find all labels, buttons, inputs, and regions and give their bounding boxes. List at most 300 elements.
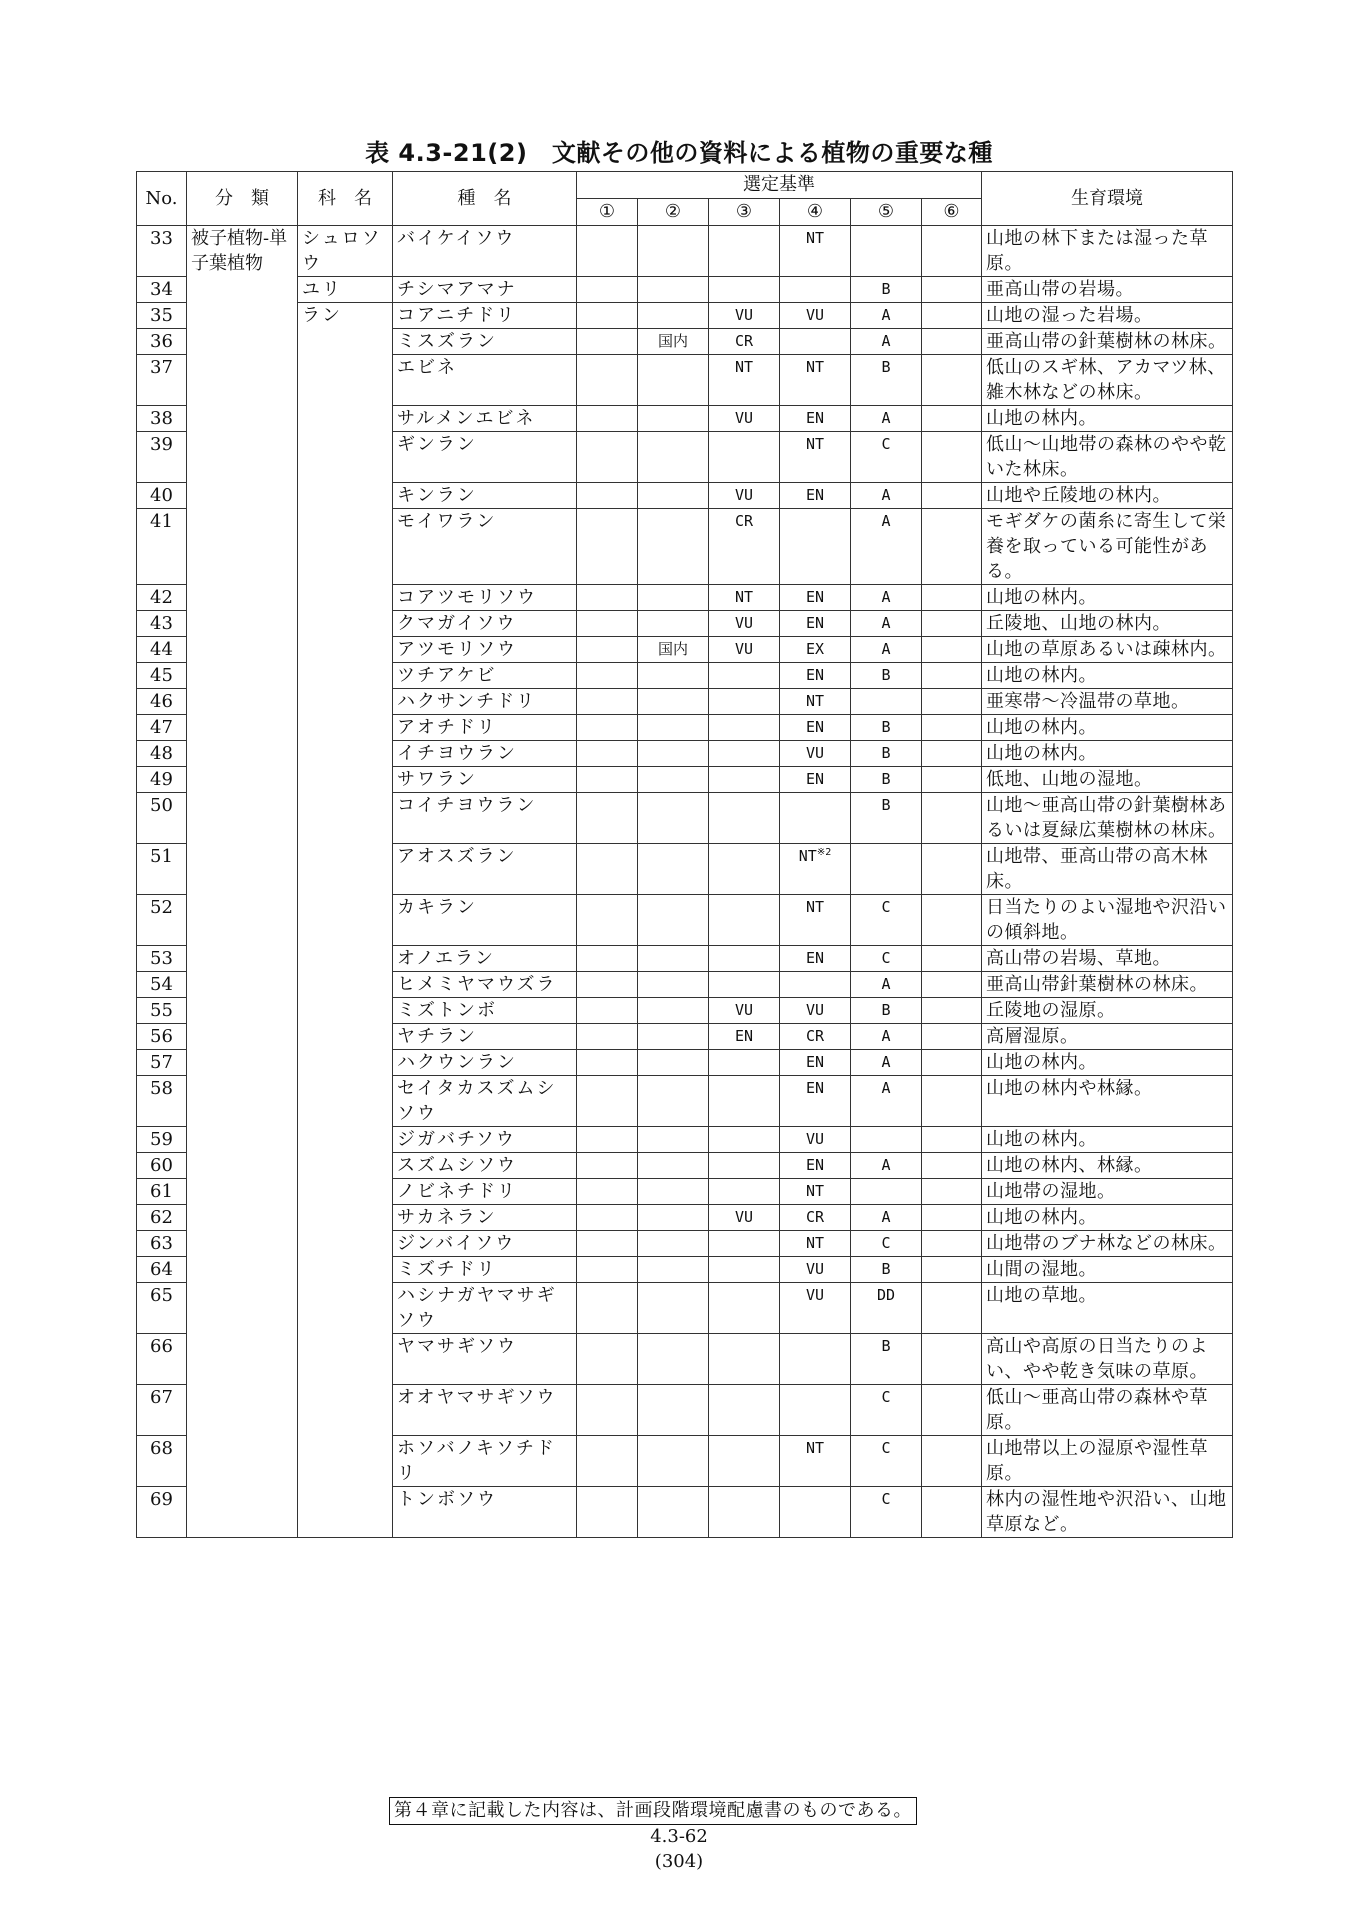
criteria-2-cell bbox=[638, 303, 709, 329]
criteria-2-cell bbox=[638, 1153, 709, 1179]
criteria-2-cell bbox=[638, 689, 709, 715]
row-number: 34 bbox=[137, 277, 187, 303]
criteria-4-cell: EN bbox=[780, 1050, 851, 1076]
criteria-6-cell bbox=[922, 1385, 982, 1436]
criteria-3-cell bbox=[709, 844, 780, 895]
row-number: 51 bbox=[137, 844, 187, 895]
criteria-4-cell: EN bbox=[780, 663, 851, 689]
row-number: 59 bbox=[137, 1127, 187, 1153]
criteria-1-cell bbox=[577, 406, 638, 432]
criteria-5-cell: B bbox=[851, 355, 922, 406]
criteria-5-cell: A bbox=[851, 1153, 922, 1179]
criteria-4-cell: EN bbox=[780, 715, 851, 741]
habitat-cell: 山地の林内。 bbox=[982, 1050, 1233, 1076]
criteria-3-cell bbox=[709, 1127, 780, 1153]
habitat-cell: 山地の林内。 bbox=[982, 1127, 1233, 1153]
criteria-4-cell: NT bbox=[780, 689, 851, 715]
criteria-2-cell bbox=[638, 277, 709, 303]
row-number: 56 bbox=[137, 1024, 187, 1050]
criteria-3-cell bbox=[709, 1153, 780, 1179]
criteria-3-cell bbox=[709, 946, 780, 972]
row-number: 52 bbox=[137, 895, 187, 946]
species-name: カキラン bbox=[393, 895, 577, 946]
criteria-4-cell bbox=[780, 277, 851, 303]
criteria-6-cell bbox=[922, 1205, 982, 1231]
criteria-6-cell bbox=[922, 329, 982, 355]
criteria-6-cell bbox=[922, 1050, 982, 1076]
species-name: ミズトンボ bbox=[393, 998, 577, 1024]
habitat-cell: 山地の林内。 bbox=[982, 585, 1233, 611]
row-number: 64 bbox=[137, 1257, 187, 1283]
criteria-4-cell: NT$^{※2}$ bbox=[780, 844, 851, 895]
criteria-4-cell: EN bbox=[780, 611, 851, 637]
habitat-cell: 山地の草原あるいは疎林内。 bbox=[982, 637, 1233, 663]
species-name: ハクウンラン bbox=[393, 1050, 577, 1076]
species-name: コアニチドリ bbox=[393, 303, 577, 329]
criteria-4-cell: EN bbox=[780, 767, 851, 793]
habitat-cell: 高山帯の岩場、草地。 bbox=[982, 946, 1233, 972]
criteria-5-cell: B bbox=[851, 1334, 922, 1385]
criteria-4-cell: EN bbox=[780, 483, 851, 509]
row-number: 58 bbox=[137, 1076, 187, 1127]
species-name: ジンバイソウ bbox=[393, 1231, 577, 1257]
criteria-5-cell: C bbox=[851, 895, 922, 946]
criteria-3-cell bbox=[709, 277, 780, 303]
criteria-3-cell bbox=[709, 972, 780, 998]
row-number: 62 bbox=[137, 1205, 187, 1231]
habitat-cell: 低山のスギ林、アカマツ林、雑木林などの林床。 bbox=[982, 355, 1233, 406]
species-name: ハシナガヤマサギソウ bbox=[393, 1283, 577, 1334]
criteria-6-cell bbox=[922, 277, 982, 303]
criteria-1-cell bbox=[577, 611, 638, 637]
criteria-4-cell: NT bbox=[780, 432, 851, 483]
habitat-cell: モギダケの菌糸に寄生して栄養を取っている可能性がある。 bbox=[982, 509, 1233, 585]
criteria-6-cell bbox=[922, 1231, 982, 1257]
criteria-2-cell bbox=[638, 509, 709, 585]
row-number: 42 bbox=[137, 585, 187, 611]
criteria-6-cell bbox=[922, 1076, 982, 1127]
row-number: 48 bbox=[137, 741, 187, 767]
species-name: ホソバノキソチドリ bbox=[393, 1436, 577, 1487]
criteria-3-cell bbox=[709, 1050, 780, 1076]
criteria-6-cell bbox=[922, 303, 982, 329]
criteria-3-cell: VU bbox=[709, 611, 780, 637]
criteria-2-cell: 国内 bbox=[638, 637, 709, 663]
criteria-6-cell bbox=[922, 946, 982, 972]
criteria-6-cell bbox=[922, 998, 982, 1024]
criteria-3-cell: VU bbox=[709, 998, 780, 1024]
species-name: ミズチドリ bbox=[393, 1257, 577, 1283]
table-title: 表 4.3-21(2) 文献その他の資料による植物の重要な種 bbox=[365, 139, 993, 167]
criteria-3-cell: CR bbox=[709, 329, 780, 355]
habitat-cell: 亜高山帯の岩場。 bbox=[982, 277, 1233, 303]
habitat-cell: 山地の林下または湿った草原。 bbox=[982, 226, 1233, 277]
species-name: ミスズラン bbox=[393, 329, 577, 355]
criteria-2-cell bbox=[638, 1487, 709, 1538]
criteria-5-cell: C bbox=[851, 946, 922, 972]
family-cell: ユリ bbox=[298, 277, 393, 303]
species-name: バイケイソウ bbox=[393, 226, 577, 277]
criteria-5-cell: A bbox=[851, 483, 922, 509]
criteria-4-cell: CR bbox=[780, 1024, 851, 1050]
criteria-4-cell: EX bbox=[780, 637, 851, 663]
criteria-3-cell bbox=[709, 663, 780, 689]
criteria-4-cell: EN bbox=[780, 946, 851, 972]
criteria-3-cell: VU bbox=[709, 1205, 780, 1231]
criteria-6-cell bbox=[922, 1153, 982, 1179]
criteria-2-cell bbox=[638, 844, 709, 895]
criteria-6-cell bbox=[922, 483, 982, 509]
species-name: ハクサンチドリ bbox=[393, 689, 577, 715]
row-number: 49 bbox=[137, 767, 187, 793]
header-criteria-2: ② bbox=[638, 199, 709, 226]
criteria-1-cell bbox=[577, 1283, 638, 1334]
criteria-4-cell: VU bbox=[780, 1257, 851, 1283]
habitat-cell: 山地帯以上の湿原や湿性草原。 bbox=[982, 1436, 1233, 1487]
criteria-5-cell: A bbox=[851, 406, 922, 432]
criteria-1-cell bbox=[577, 689, 638, 715]
row-number: 69 bbox=[137, 1487, 187, 1538]
criteria-2-cell bbox=[638, 483, 709, 509]
habitat-cell: 山地帯、亜高山帯の高木林床。 bbox=[982, 844, 1233, 895]
criteria-1-cell bbox=[577, 1257, 638, 1283]
criteria-2-cell bbox=[638, 663, 709, 689]
habitat-cell: 山地の林内や林縁。 bbox=[982, 1076, 1233, 1127]
criteria-5-cell: A bbox=[851, 611, 922, 637]
criteria-2-cell bbox=[638, 1283, 709, 1334]
row-number: 45 bbox=[137, 663, 187, 689]
criteria-1-cell bbox=[577, 946, 638, 972]
criteria-4-cell bbox=[780, 1334, 851, 1385]
criteria-3-cell bbox=[709, 1283, 780, 1334]
criteria-6-cell bbox=[922, 1334, 982, 1385]
species-name: アツモリソウ bbox=[393, 637, 577, 663]
criteria-4-cell bbox=[780, 793, 851, 844]
criteria-5-cell: B bbox=[851, 998, 922, 1024]
habitat-cell: 山地帯の湿地。 bbox=[982, 1179, 1233, 1205]
criteria-5-cell: B bbox=[851, 1257, 922, 1283]
criteria-3-cell: NT bbox=[709, 585, 780, 611]
criteria-1-cell bbox=[577, 663, 638, 689]
species-name: オノエラン bbox=[393, 946, 577, 972]
habitat-cell: 亜寒帯～冷温帯の草地。 bbox=[982, 689, 1233, 715]
criteria-5-cell: A bbox=[851, 1024, 922, 1050]
criteria-6-cell bbox=[922, 1179, 982, 1205]
criteria-6-cell bbox=[922, 585, 982, 611]
species-name: ジガバチソウ bbox=[393, 1127, 577, 1153]
habitat-cell: 低山～山地帯の森林のやや乾いた林床。 bbox=[982, 432, 1233, 483]
habitat-cell: 山地の林内、林縁。 bbox=[982, 1153, 1233, 1179]
criteria-4-cell bbox=[780, 329, 851, 355]
criteria-6-cell bbox=[922, 1283, 982, 1334]
criteria-1-cell bbox=[577, 741, 638, 767]
species-name: セイタカスズムシソウ bbox=[393, 1076, 577, 1127]
species-name: スズムシソウ bbox=[393, 1153, 577, 1179]
header-family: 科 名 bbox=[298, 172, 393, 226]
criteria-1-cell bbox=[577, 1231, 638, 1257]
row-number: 43 bbox=[137, 611, 187, 637]
habitat-cell: 山地～亜高山帯の針葉樹林あるいは夏緑広葉樹林の林床。 bbox=[982, 793, 1233, 844]
criteria-5-cell: C bbox=[851, 1385, 922, 1436]
criteria-6-cell bbox=[922, 741, 982, 767]
criteria-6-cell bbox=[922, 637, 982, 663]
header-criteria-6: ⑥ bbox=[922, 199, 982, 226]
header-criteria-5: ⑤ bbox=[851, 199, 922, 226]
criteria-5-cell bbox=[851, 226, 922, 277]
criteria-1-cell bbox=[577, 715, 638, 741]
criteria-1-cell bbox=[577, 1385, 638, 1436]
criteria-2-cell bbox=[638, 585, 709, 611]
row-number: 53 bbox=[137, 946, 187, 972]
species-name: イチヨウラン bbox=[393, 741, 577, 767]
table-row bbox=[137, 226, 1233, 277]
criteria-6-cell bbox=[922, 432, 982, 483]
row-number: 55 bbox=[137, 998, 187, 1024]
row-number: 33 bbox=[137, 226, 187, 277]
criteria-5-cell: A bbox=[851, 509, 922, 585]
habitat-cell: 山地の草地。 bbox=[982, 1283, 1233, 1334]
criteria-6-cell bbox=[922, 767, 982, 793]
criteria-6-cell bbox=[922, 1257, 982, 1283]
species-name: サカネラン bbox=[393, 1205, 577, 1231]
criteria-2-cell bbox=[638, 895, 709, 946]
row-number: 57 bbox=[137, 1050, 187, 1076]
header-no: No. bbox=[137, 172, 187, 226]
habitat-cell: 山地の林内。 bbox=[982, 406, 1233, 432]
criteria-6-cell bbox=[922, 1436, 982, 1487]
habitat-cell: 林内の湿性地や沢沿い、山地草原など。 bbox=[982, 1487, 1233, 1538]
family-cell: ラン bbox=[298, 303, 393, 1538]
header-habitat: 生育環境 bbox=[982, 172, 1233, 226]
habitat-cell: 山地や丘陵地の林内。 bbox=[982, 483, 1233, 509]
criteria-2-cell bbox=[638, 1127, 709, 1153]
table-row bbox=[137, 277, 1233, 303]
habitat-cell: 亜高山帯の針葉樹林の林床。 bbox=[982, 329, 1233, 355]
criteria-1-cell bbox=[577, 972, 638, 998]
criteria-2-cell bbox=[638, 406, 709, 432]
criteria-6-cell bbox=[922, 1127, 982, 1153]
criteria-4-cell: EN bbox=[780, 1153, 851, 1179]
habitat-cell: 山地の林内。 bbox=[982, 1205, 1233, 1231]
criteria-1-cell bbox=[577, 767, 638, 793]
criteria-6-cell bbox=[922, 611, 982, 637]
criteria-1-cell bbox=[577, 844, 638, 895]
habitat-cell: 低地、山地の湿地。 bbox=[982, 767, 1233, 793]
criteria-3-cell bbox=[709, 741, 780, 767]
criteria-1-cell bbox=[577, 1179, 638, 1205]
criteria-2-cell bbox=[638, 946, 709, 972]
criteria-3-cell bbox=[709, 1436, 780, 1487]
criteria-4-cell: NT bbox=[780, 1179, 851, 1205]
criteria-6-cell bbox=[922, 972, 982, 998]
criteria-4-cell bbox=[780, 509, 851, 585]
criteria-5-cell: B bbox=[851, 767, 922, 793]
species-name: コアツモリソウ bbox=[393, 585, 577, 611]
criteria-5-cell: A bbox=[851, 1076, 922, 1127]
note-mark: ※2 bbox=[816, 847, 832, 858]
species-name: チシマアマナ bbox=[393, 277, 577, 303]
criteria-1-cell bbox=[577, 329, 638, 355]
habitat-cell: 山地の湿った岩場。 bbox=[982, 303, 1233, 329]
header-criteria-1: ① bbox=[577, 199, 638, 226]
species-name: トンボソウ bbox=[393, 1487, 577, 1538]
row-number: 46 bbox=[137, 689, 187, 715]
criteria-4-cell: VU bbox=[780, 998, 851, 1024]
criteria-3-cell: VU bbox=[709, 406, 780, 432]
species-name: アオチドリ bbox=[393, 715, 577, 741]
habitat-cell: 亜高山帯針葉樹林の林床。 bbox=[982, 972, 1233, 998]
criteria-3-cell bbox=[709, 1487, 780, 1538]
table-body bbox=[137, 226, 1233, 1538]
habitat-cell: 山地の林内。 bbox=[982, 741, 1233, 767]
criteria-2-cell bbox=[638, 715, 709, 741]
species-name: アオスズラン bbox=[393, 844, 577, 895]
header-criteria: 選定基準 bbox=[577, 172, 982, 199]
criteria-1-cell bbox=[577, 1024, 638, 1050]
criteria-1-cell bbox=[577, 637, 638, 663]
habitat-cell: 山地の林内。 bbox=[982, 663, 1233, 689]
row-number: 41 bbox=[137, 509, 187, 585]
criteria-1-cell bbox=[577, 1153, 638, 1179]
criteria-1-cell bbox=[577, 1205, 638, 1231]
species-name: クマガイソウ bbox=[393, 611, 577, 637]
criteria-5-cell: C bbox=[851, 1231, 922, 1257]
criteria-5-cell: DD bbox=[851, 1283, 922, 1334]
habitat-cell: 日当たりのよい湿地や沢沿いの傾斜地。 bbox=[982, 895, 1233, 946]
criteria-5-cell: A bbox=[851, 585, 922, 611]
criteria-2-cell bbox=[638, 998, 709, 1024]
row-number: 60 bbox=[137, 1153, 187, 1179]
criteria-6-cell bbox=[922, 1024, 982, 1050]
criteria-5-cell: A bbox=[851, 329, 922, 355]
criteria-2-cell bbox=[638, 1334, 709, 1385]
criteria-6-cell bbox=[922, 715, 982, 741]
criteria-2-cell bbox=[638, 226, 709, 277]
category-cell: 被子植物-単子葉植物 bbox=[187, 226, 298, 1538]
criteria-3-cell bbox=[709, 226, 780, 277]
criteria-4-cell: EN bbox=[780, 585, 851, 611]
criteria-3-cell bbox=[709, 895, 780, 946]
criteria-2-cell bbox=[638, 432, 709, 483]
criteria-1-cell bbox=[577, 1487, 638, 1538]
page-sub-number: (304) bbox=[654, 1851, 704, 1872]
page-number: 4.3-62 bbox=[650, 1826, 708, 1847]
criteria-3-cell bbox=[709, 1179, 780, 1205]
criteria-5-cell: C bbox=[851, 1487, 922, 1538]
criteria-6-cell bbox=[922, 406, 982, 432]
criteria-3-cell: NT bbox=[709, 355, 780, 406]
criteria-3-cell bbox=[709, 793, 780, 844]
row-number: 44 bbox=[137, 637, 187, 663]
criteria-3-cell bbox=[709, 689, 780, 715]
row-number: 40 bbox=[137, 483, 187, 509]
criteria-2-cell bbox=[638, 1076, 709, 1127]
criteria-1-cell bbox=[577, 355, 638, 406]
criteria-4-cell: NT bbox=[780, 226, 851, 277]
habitat-cell: 山地帯のブナ林などの林床。 bbox=[982, 1231, 1233, 1257]
criteria-5-cell: B bbox=[851, 741, 922, 767]
habitat-cell: 山地の林内。 bbox=[982, 715, 1233, 741]
footer-note: 第４章に記載した内容は、計画段階環境配慮書のものである。 bbox=[389, 1797, 917, 1825]
criteria-6-cell bbox=[922, 895, 982, 946]
criteria-4-cell bbox=[780, 1487, 851, 1538]
row-number: 68 bbox=[137, 1436, 187, 1487]
criteria-2-cell bbox=[638, 1231, 709, 1257]
species-name: サワラン bbox=[393, 767, 577, 793]
criteria-4-cell: NT bbox=[780, 1436, 851, 1487]
row-number: 36 bbox=[137, 329, 187, 355]
criteria-6-cell bbox=[922, 355, 982, 406]
criteria-6-cell bbox=[922, 1487, 982, 1538]
species-table bbox=[136, 171, 1233, 1538]
criteria-3-cell bbox=[709, 1231, 780, 1257]
criteria-4-cell: VU bbox=[780, 303, 851, 329]
row-number: 66 bbox=[137, 1334, 187, 1385]
species-name: ギンラン bbox=[393, 432, 577, 483]
criteria-2-cell bbox=[638, 1257, 709, 1283]
criteria-1-cell bbox=[577, 303, 638, 329]
row-number: 65 bbox=[137, 1283, 187, 1334]
criteria-1-cell bbox=[577, 226, 638, 277]
species-name: モイワラン bbox=[393, 509, 577, 585]
criteria-5-cell: B bbox=[851, 277, 922, 303]
criteria-5-cell: B bbox=[851, 715, 922, 741]
criteria-5-cell bbox=[851, 1127, 922, 1153]
species-name: コイチヨウラン bbox=[393, 793, 577, 844]
criteria-2-cell bbox=[638, 1385, 709, 1436]
row-number: 47 bbox=[137, 715, 187, 741]
criteria-3-cell bbox=[709, 1385, 780, 1436]
criteria-2-cell bbox=[638, 1179, 709, 1205]
criteria-2-cell bbox=[638, 793, 709, 844]
criteria-5-cell: C bbox=[851, 432, 922, 483]
criteria-4-cell: VU bbox=[780, 741, 851, 767]
criteria-3-cell: VU bbox=[709, 483, 780, 509]
header-species: 種 名 bbox=[393, 172, 577, 226]
criteria-3-cell bbox=[709, 715, 780, 741]
criteria-1-cell bbox=[577, 509, 638, 585]
row-number: 50 bbox=[137, 793, 187, 844]
criteria-2-cell: 国内 bbox=[638, 329, 709, 355]
species-name: ヒメミヤマウズラ bbox=[393, 972, 577, 998]
criteria-1-cell bbox=[577, 1127, 638, 1153]
criteria-5-cell bbox=[851, 844, 922, 895]
criteria-3-cell: EN bbox=[709, 1024, 780, 1050]
habitat-cell: 丘陵地の湿原。 bbox=[982, 998, 1233, 1024]
row-number: 61 bbox=[137, 1179, 187, 1205]
criteria-4-cell: NT bbox=[780, 355, 851, 406]
row-number: 35 bbox=[137, 303, 187, 329]
criteria-1-cell bbox=[577, 432, 638, 483]
species-name: ツチアケビ bbox=[393, 663, 577, 689]
criteria-3-cell bbox=[709, 1257, 780, 1283]
species-name: ノビネチドリ bbox=[393, 1179, 577, 1205]
criteria-1-cell bbox=[577, 1076, 638, 1127]
criteria-3-cell bbox=[709, 432, 780, 483]
habitat-cell: 丘陵地、山地の林内。 bbox=[982, 611, 1233, 637]
row-number: 54 bbox=[137, 972, 187, 998]
criteria-6-cell bbox=[922, 509, 982, 585]
habitat-cell: 低山～亜高山帯の森林や草原。 bbox=[982, 1385, 1233, 1436]
species-name: オオヤマサギソウ bbox=[393, 1385, 577, 1436]
criteria-4-cell: VU bbox=[780, 1283, 851, 1334]
criteria-2-cell bbox=[638, 1050, 709, 1076]
criteria-1-cell bbox=[577, 895, 638, 946]
species-name: キンラン bbox=[393, 483, 577, 509]
criteria-2-cell bbox=[638, 972, 709, 998]
criteria-1-cell bbox=[577, 1334, 638, 1385]
criteria-1-cell bbox=[577, 998, 638, 1024]
